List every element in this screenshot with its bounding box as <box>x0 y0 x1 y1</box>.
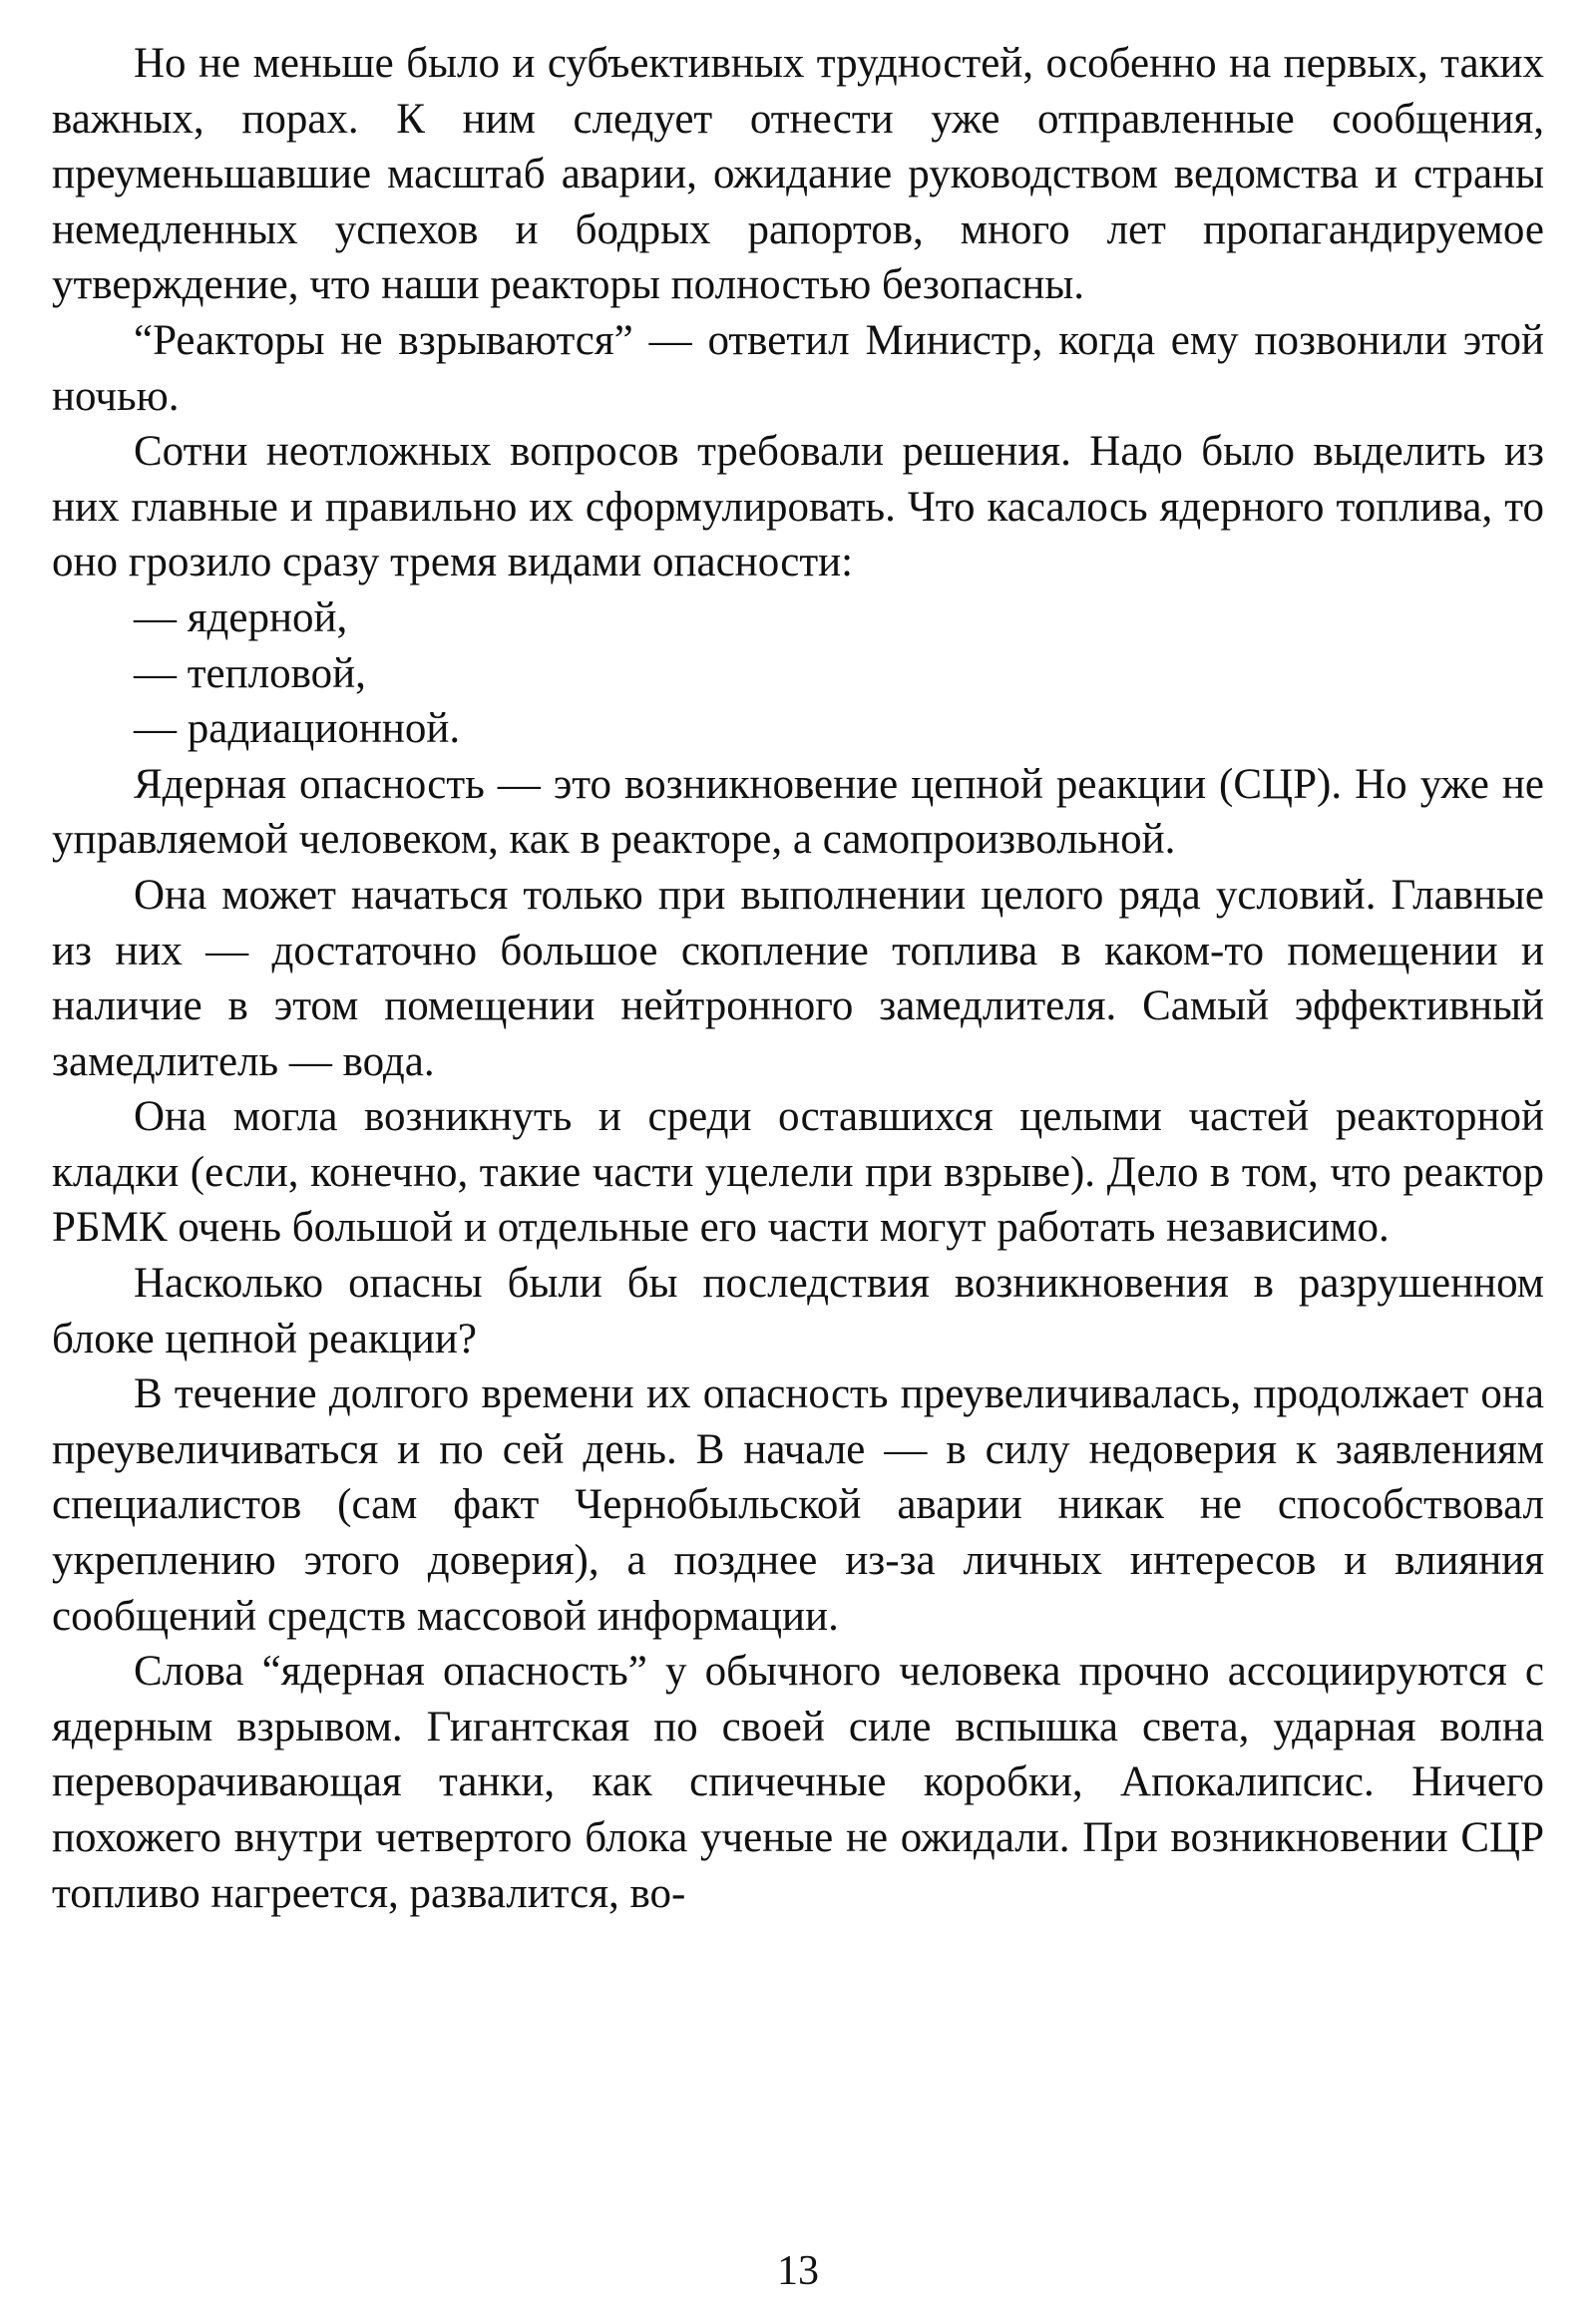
paragraph-minister-quote: “Реакторы не взрываются” — ответил Министр, когда ему позвонили этой ночью. <box>52 316 1544 420</box>
paragraph-urgent-questions: Сотни неотложных вопросов требовали решения. Надо было выделить из них главные и правильно их сформулировать. Что касалось ядерного топлива, то оно грозило сразу тремя видами опасности: <box>52 428 1544 586</box>
danger-item-thermal: — тепловой, <box>134 649 366 697</box>
paragraph-exaggeration: В течение долгого времени их опасность преувеличивалась, продолжает она преувеличиваться и по сей день. В начале — в силу недоверия к заявлениям специалистов (сам факт Чернобыльской аварии никак не способствовал укреплению этого доверия), а позднее из-за личных интересов и влияния сообщений средств массовой информации. <box>52 1370 1544 1640</box>
danger-item-radiation: — радиационной. <box>134 705 461 753</box>
paragraph-subjective-difficulties: Но не меньше было и субъективных трудностей, особенно на первых, таких важных, порах. К ним следует отнести уже отправленные сообщения, преуменьшавшие масштаб аварии, ожидание руководством ведомства и страны немедленных успехов и бодрых рапортов, много лет пропагандируемое утверждение, что наши реакторы полностью безопасны. <box>52 40 1544 309</box>
paragraph-nuclear-explosion-association: Слова “ядерная опасность” у обычного человека прочно ассоциируются с ядерным взрывом. Гигантская по своей силе вспышка света, ударная волна переворачивающая танки, как спичечные коробки, Апокалипсис. Ничего похожего внутри четвертого блока ученые не ожидали. При возникновении СЦР топливо нагреется, развалится, во- <box>52 1648 1544 1917</box>
danger-list <box>52 590 1544 757</box>
danger-item-nuclear: — ядерной, <box>134 593 348 641</box>
page-number: 13 <box>777 2248 819 2294</box>
paragraph-reactor-parts: Она могла возникнуть и среди оставшихся целыми частей реакторной кладки (если, конечно, такие части уцелели при взрыве). Дело в том, что реактор РБМК очень большой и отдельные его части могут работать независимо. <box>52 1093 1544 1252</box>
paragraph-nuclear-danger-definition: Ядерная опасность — это возникновение цепной реакции (СЦР). Но уже не управляемой человеком, как в реакторе, а самопроизвольной. <box>52 760 1544 864</box>
paragraph-question: Насколько опасны были бы последствия возникновения в разрушенном блоке цепной реакции? <box>52 1260 1544 1362</box>
page-text <box>52 36 1544 1921</box>
paragraph-conditions: Она может начаться только при выполнении целого ряда условий. Главные из них — достаточно большое скопление топлива в каком-то помещении и наличие в этом помещении нейтронного замедлителя. Самый эффективный замедлитель — вода. <box>52 871 1544 1085</box>
